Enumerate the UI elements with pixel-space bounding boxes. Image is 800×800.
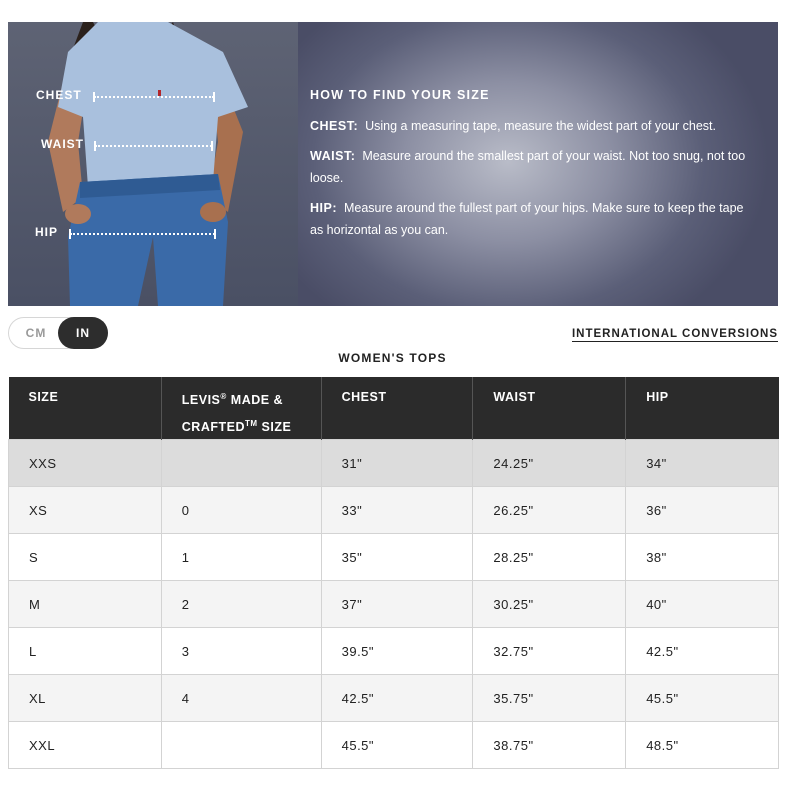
- cell-size: XXL: [9, 722, 162, 769]
- hip-measure-line: [70, 233, 215, 235]
- table-title: WOMEN'S TOPS: [338, 351, 447, 365]
- unit-cm-button[interactable]: CM: [25, 326, 47, 340]
- cell-hip: 40": [626, 581, 779, 628]
- header-made-text: MADE &: [230, 393, 284, 408]
- international-conversions-link[interactable]: INTERNATIONAL CONVERSIONS: [571, 328, 778, 340]
- how-to-measure-banner: [8, 22, 778, 306]
- hip-instruction-text: Measure around the fullest part of your hips. Make sure to keep the tape as horizontal as you can.: [310, 201, 744, 237]
- cell-hip: 36": [626, 487, 779, 534]
- cell-chest: 35": [321, 534, 473, 581]
- chest-instruction: [310, 115, 760, 137]
- unit-toggle[interactable]: [8, 317, 108, 349]
- header-size: SIZE: [9, 377, 162, 440]
- cell-waist: 30.25": [473, 581, 626, 628]
- cell-size: XS: [9, 487, 162, 534]
- unit-in-button[interactable]: IN: [58, 317, 108, 349]
- waist-label: WAIST: [41, 137, 84, 151]
- cell-waist: 24.25": [473, 440, 626, 487]
- model-photo: [8, 22, 298, 306]
- trademark-mark: TM: [244, 419, 258, 429]
- table-header-row: [9, 377, 779, 440]
- cell-waist: 28.25": [473, 534, 626, 581]
- cell-made-crafted: [161, 722, 321, 769]
- cell-made-crafted: 2: [161, 581, 321, 628]
- cell-made-crafted: 4: [161, 675, 321, 722]
- cell-chest: 45.5": [321, 722, 473, 769]
- table-row: [9, 440, 779, 487]
- header-hip: HIP: [626, 377, 779, 440]
- cell-size: S: [9, 534, 162, 581]
- waist-instruction-label: WAIST:: [310, 149, 356, 163]
- measuring-instructions: [310, 88, 760, 249]
- model-illustration: [8, 22, 298, 306]
- cell-size: M: [9, 581, 162, 628]
- header-chest: CHEST: [321, 377, 473, 440]
- header-made-crafted-size: [161, 377, 321, 440]
- cell-size: XXS: [9, 440, 162, 487]
- header-size-text: SIZE: [261, 420, 292, 435]
- cell-chest: 33": [321, 487, 473, 534]
- header-waist: WAIST: [473, 377, 626, 440]
- cell-made-crafted: 0: [161, 487, 321, 534]
- cell-hip: 38": [626, 534, 779, 581]
- cell-hip: 42.5": [626, 628, 779, 675]
- header-levis-text: LEVIS: [181, 393, 221, 408]
- cell-made-crafted: 1: [161, 534, 321, 581]
- registered-mark: ®: [220, 392, 227, 401]
- cell-made-crafted: [161, 440, 321, 487]
- hip-label: HIP: [35, 225, 59, 239]
- cell-waist: 26.25": [473, 487, 626, 534]
- cell-chest: 42.5": [321, 675, 473, 722]
- how-to-title: HOW TO FIND YOUR SIZE: [310, 88, 490, 102]
- cell-chest: 37": [321, 581, 473, 628]
- cell-size: XL: [9, 675, 162, 722]
- cell-hip: 34": [626, 440, 779, 487]
- cell-hip: 45.5": [626, 675, 779, 722]
- table-row: [9, 722, 779, 769]
- table-row: [9, 581, 779, 628]
- cell-waist: 38.75": [473, 722, 626, 769]
- chest-instruction-text: Using a measuring tape, measure the widest part of your chest.: [365, 119, 716, 133]
- table-row: [9, 675, 779, 722]
- cell-made-crafted: 3: [161, 628, 321, 675]
- table-row: [9, 534, 779, 581]
- cell-chest: 39.5": [321, 628, 473, 675]
- chest-label: CHEST: [36, 88, 82, 102]
- cell-hip: 48.5": [626, 722, 779, 769]
- cell-waist: 32.75": [473, 628, 626, 675]
- waist-instruction-text: Measure around the smallest part of your waist. Not too snug, not too loose.: [310, 149, 746, 185]
- chest-measure-line: [94, 96, 214, 98]
- waist-instruction: [310, 145, 760, 189]
- chest-instruction-label: CHEST:: [310, 119, 359, 133]
- hip-instruction: [310, 197, 760, 241]
- header-crafted-text: CRAFTED: [181, 420, 245, 435]
- waist-measure-line: [95, 145, 212, 147]
- table-row: [9, 487, 779, 534]
- cell-size: L: [9, 628, 162, 675]
- cell-waist: 35.75": [473, 675, 626, 722]
- size-chart-table: [8, 377, 779, 769]
- cell-chest: 31": [321, 440, 473, 487]
- table-row: [9, 628, 779, 675]
- hip-instruction-label: HIP:: [310, 201, 337, 215]
